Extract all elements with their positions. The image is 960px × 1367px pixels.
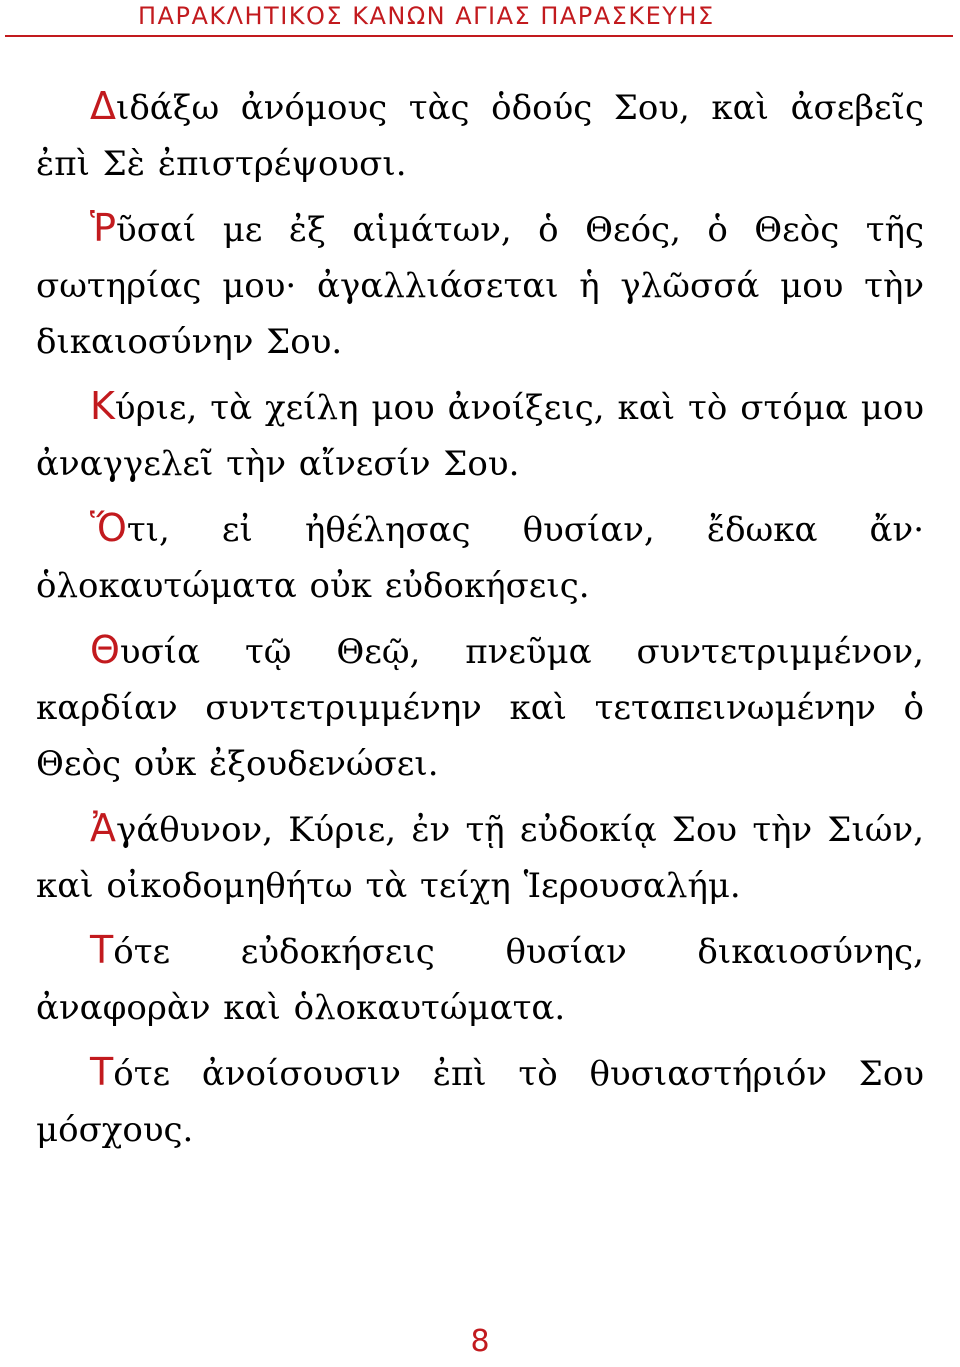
verse-initial: Ῥ	[90, 206, 117, 250]
verse-initial: Δ	[90, 84, 116, 128]
verse-text: γάθυνον, Κύριε, ἐν τῇ εὐδοκίᾳ Σου τὴν Σιών, καὶ οἰκοδομηθήτω τὰ τείχη Ἱερουσαλήμ.	[36, 810, 924, 906]
verse-text: υσία τῷ Θεῷ, πνεῦμα συντετριμμένον, καρδίαν συντετριμμένην καὶ τεταπεινωμένην ὁ Θεὸς οὐκ ἐξουδενώσει.	[36, 632, 924, 784]
verse-initial: Τ	[90, 928, 114, 972]
verse-text: ιδάξω ἀνόμους τὰς ὁδούς Σου, καὶ ἀσεβεῖς ἐπὶ Σὲ ἐπιστρέψουσι.	[36, 88, 924, 184]
page-header	[0, 0, 960, 38]
verse-text: τι, εἰ ἠθέλησας θυσίαν, ἔδωκα ἄν· ὁλοκαυτώματα οὐκ εὐδοκήσεις.	[36, 510, 924, 606]
verse-text: ύριε, τὰ χείλη μου ἀνοίξεις, καὶ τὸ στόμα μου ἀναγγελεῖ τὴν αἴνεσίν Σου.	[36, 388, 924, 484]
verse-paragraph	[36, 200, 924, 370]
verse-text: ότε εὐδοκήσεις θυσίαν δικαιοσύνης, ἀναφορὰν καὶ ὁλοκαυτώματα.	[36, 932, 924, 1028]
verse-paragraph	[36, 922, 924, 1036]
verse-paragraph	[36, 1044, 924, 1158]
verse-paragraph	[36, 378, 924, 492]
verse-paragraph	[36, 78, 924, 192]
verse-initial: Τ	[90, 1050, 114, 1094]
verse-initial: Θ	[90, 628, 120, 672]
verse-paragraph	[36, 500, 924, 614]
verses-body	[36, 78, 924, 1166]
verse-text: ῦσαί με ἐξ αἱμάτων, ὁ Θεός, ὁ Θεὸς τῆς σωτηρίας μου· ἀγαλλιάσεται ἡ γλῶσσά μου τὴν δικαιοσύνην Σου.	[36, 210, 924, 362]
page-number: 8	[470, 1324, 490, 1359]
verse-initial: Ἀ	[90, 806, 116, 850]
running-title: ΠΑΡΑΚΛΗΤΙΚΟΣ ΚΑΝΩΝ ΑΓΙΑΣ ΠΑΡΑΣΚΕΥΗΣ	[138, 2, 715, 30]
verse-text: ότε ἀνοίσουσιν ἐπὶ τὸ θυσιαστήριόν Σου μόσχους.	[36, 1054, 924, 1150]
verse-paragraph	[36, 800, 924, 914]
verse-initial: Ὅ	[90, 506, 127, 550]
header-divider	[5, 35, 953, 37]
verse-paragraph	[36, 622, 924, 792]
verse-initial: Κ	[90, 384, 115, 428]
